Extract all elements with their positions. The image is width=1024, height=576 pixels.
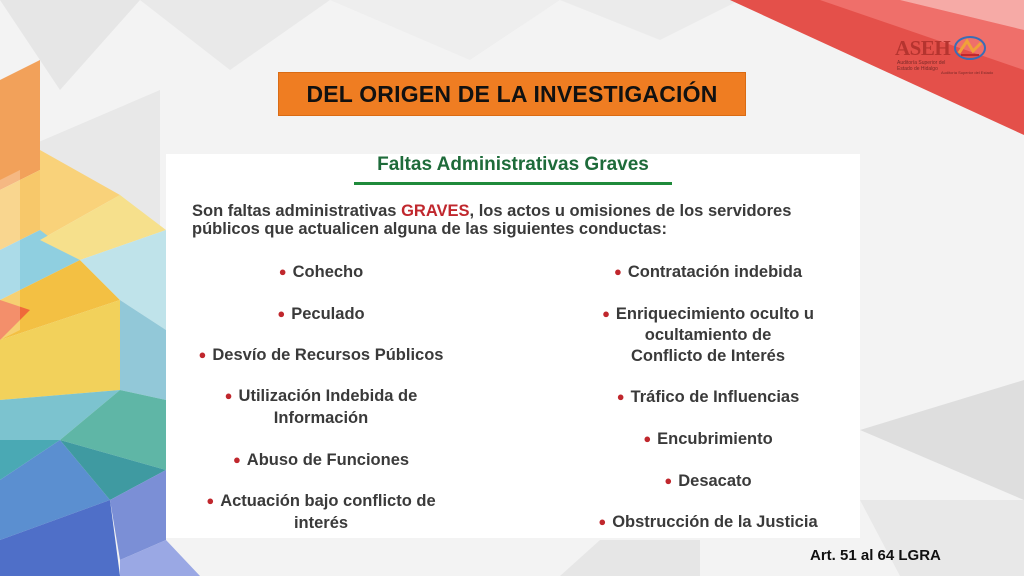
bullet-icon: ● <box>598 514 607 529</box>
list-item: ● Abuso de Funciones <box>232 451 410 469</box>
list-item: ● Peculado <box>277 305 365 323</box>
list-item-continuation: Información <box>273 409 369 427</box>
bullet-icon: ● <box>278 264 287 279</box>
bullet-icon: ● <box>232 452 241 467</box>
bullet-icon: ● <box>613 264 622 279</box>
bullet-icon: ● <box>277 306 286 321</box>
list-item: ● Enriquecimiento oculto u <box>602 305 814 323</box>
list-item: ● Contratación indebida <box>613 263 803 281</box>
list-item: ● Actuación bajo conflicto de <box>206 492 436 510</box>
list-item: ● Utilización Indebida de <box>224 387 418 405</box>
intro-paragraph <box>192 202 852 238</box>
bullet-icon: ● <box>224 388 233 403</box>
intro-text-end: , los actos u omisiones de los servidores públicos que actualicen alguna de las siguientes conductas: <box>192 202 792 238</box>
list-item: ● Tráfico de Influencias <box>616 388 800 406</box>
bullet-icon: ● <box>643 431 652 446</box>
list-item-continuation: ocultamiento de <box>644 326 772 344</box>
page-title: DEL ORIGEN DE LA INVESTIGACIÓN <box>306 80 718 107</box>
logo-subtitle: Auditoría Superior del Estado de Hidalgo <box>897 60 946 72</box>
list-item: ● Desacato <box>664 472 752 490</box>
intro-text-start: Son faltas administrativas <box>192 202 402 220</box>
bullet-icon: ● <box>206 493 215 508</box>
list-item: ● Obstrucción de la Justicia <box>598 513 818 531</box>
intro-highlight: GRAVES <box>401 202 470 220</box>
book-logo-icon <box>953 35 987 61</box>
section-subtitle: Faltas Administrativas Graves <box>354 154 672 185</box>
list-item: ● Cohecho <box>278 263 364 281</box>
bullet-icon: ● <box>664 473 673 488</box>
legal-reference: Art. 51 al 64 LGRA <box>810 547 941 564</box>
bullet-icon: ● <box>602 306 610 321</box>
content-panel <box>166 154 860 538</box>
bullet-icon: ● <box>616 389 625 404</box>
title-banner <box>278 72 746 116</box>
logo-acronym: ASEH <box>895 36 951 60</box>
list-item: ● Encubrimiento <box>643 430 773 448</box>
list-item-continuation: interés <box>293 514 349 532</box>
aseh-logo <box>895 36 995 76</box>
bullet-icon: ● <box>198 347 207 362</box>
logo-tagline: Auditoría Superior del Estado <box>941 70 994 75</box>
list-item-continuation: Conflicto de Interés <box>630 347 786 365</box>
list-item: ● Desvío de Recursos Públicos <box>198 346 444 364</box>
